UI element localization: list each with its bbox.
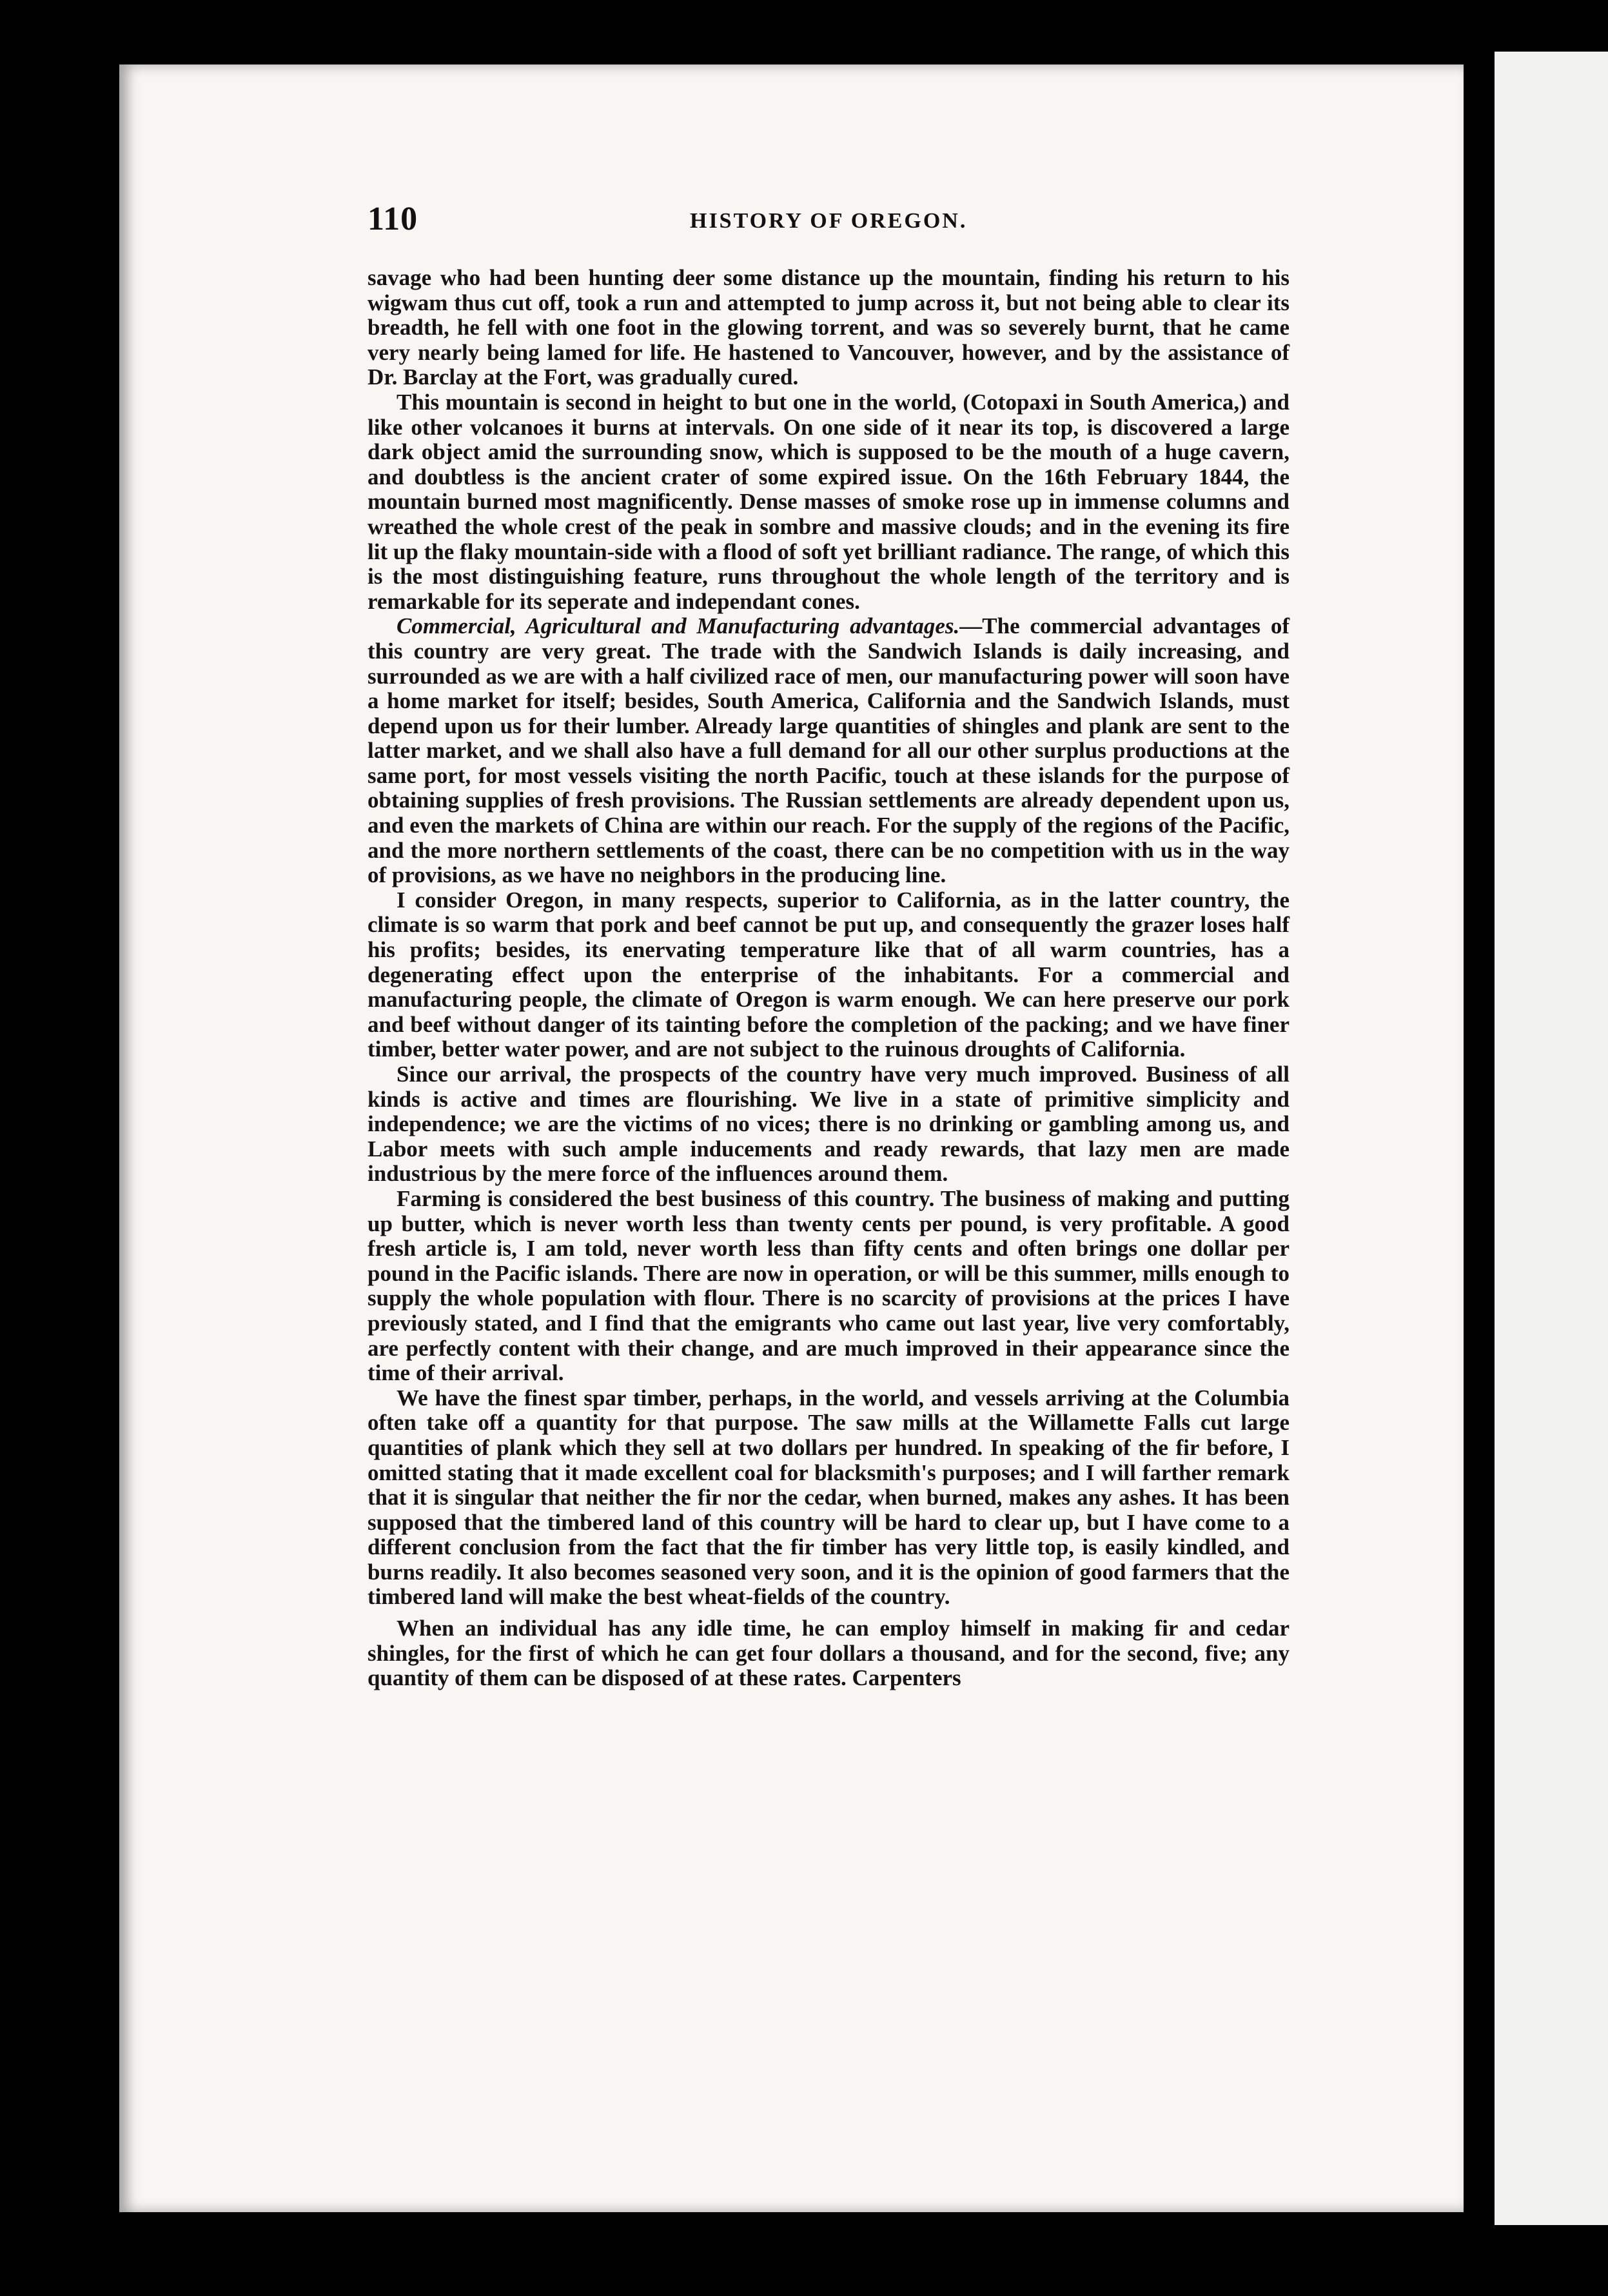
body-text (368, 266, 1289, 1691)
paragraph: I consider Oregon, in many respects, superior to California, as in the latter country, the climate is so warm that pork and beef cannot be put up, and consequently the grazer loses half his profits; besides, its enervating temperature like that of all warm countries, has a degenerating effect upon the enterprise of the inhabitants. For a commercial and manufacturing people, the climate of Oregon is warm enough. We can here preserve our pork and beef without danger of its tainting before the completion of the packing; and we have finer timber, better water power, and are not subject to the ruinous droughts of California. (368, 887, 1289, 1062)
paragraph-text: —The commercial advantages of this country are very great. The trade with the Sandwich Islands is daily increasing, and surrounded as we are with a half civilized race of men, our manufacturing power will soon have a home market for itself; besides, South America, California and the Sandwich Islands, must depend upon us for their lumber. Already large quantities of shingles and plank are sent to the latter market, and we shall also have a full demand for all our other surplus productions at the same port, for most vessels visiting the north Pacific, touch at these islands for the purpose of obtaining supplies of fresh provisions. The Russian settlements are already dependent upon us, and even the markets of China are within our reach. For the supply of the regions of the Pacific, and the more northern settlements of the coast, there can be no competition with us in the way of provisions, as we have no neighbors in the producing line. (368, 613, 1289, 888)
paragraph: Farming is considered the best business of this country. The business of making and putting up butter, which is never worth less than twenty cents per pound, is very profitable. A good fresh article is, I am told, never worth less than fifty cents and often brings one dollar per pound in the Pacific islands. There are now in operation, or will be this summer, mills enough to supply the whole population with flour. There is no scarcity of provisions at the prices I have previously stated, and I find that the emigrants who came out last year, live very comfortably, are perfectly content with their change, and are much improved in their appearance since the time of their arrival. (368, 1185, 1289, 1386)
paragraph: This mountain is second in height to but one in the world, (Cotopaxi in South America,) and like other volcanoes it burns at intervals. On one side of it near its top, is discovered a large dark object amid the surrounding snow, which is supposed to be the mouth of a huge cavern, and doubtless is the ancient crater of some expired issue. On the 16th February 1844, the mountain burned most magnificently. Dense masses of smoke rose up in immense columns and wreathed the whole crest of the peak in sombre and massive clouds; and in the evening its fire lit up the flaky mountain-side with a flood of soft yet brilliant radiance. The range, of which this is the most distinguishing feature, runs throughout the whole length of the territory and is remarkable for its seperate and independant cones. (368, 389, 1289, 614)
page-number: 110 (368, 201, 418, 237)
paragraph (368, 614, 1289, 888)
paragraph: We have the finest spar timber, perhaps, in the world, and vessels arriving at the Columbia often take off a quantity for that purpose. The saw mills at the Willamette Falls cut large quantities of plank which they sell at two dollars per hundred. In speaking of the fir before, I omitted stating that it made excellent coal for blacksmith's purposes; and I will farther remark that it is singular that neither the fir nor the cedar, when burned, makes any ashes. It has been supposed that the timbered land of this country will be hard to clear up, but I have come to a different conclusion from the fact that the fir timber has very little top, is easily kindled, and burns readily. It also becomes seasoned very soon, and it is the opinion of good farmers that the timbered land will make the best wheat-fields of the country. (368, 1385, 1289, 1610)
running-title: HISTORY OF OREGON. (690, 209, 968, 233)
adjacent-page-edge (1495, 52, 1608, 2225)
paragraph: Since our arrival, the prospects of the country have very much improved. Business of all kinds is active and times are flourishing. We live in a state of primitive simplicity and independence; we are the victims of no vices; there is no drinking or gambling among us, and Labor meets with such ample inducements and ready rewards, that lazy men are made industrious by the mere force of the influences around them. (368, 1062, 1289, 1187)
paragraph: savage who had been hunting deer some distance up the mountain, finding his return to his wigwam thus cut off, took a run and attempted to jump across it, but not being able to clear its breadth, he fell with one foot in the glowing torrent, and was so severely burnt, that he came very nearly being lamed for life. He hastened to Vancouver, however, and by the assistance of Dr. Barclay at the Fort, was gradually cured. (368, 265, 1289, 390)
section-heading: Commercial, Agricultural and Manufacturing advantages. (397, 613, 960, 639)
paragraph: When an individual has any idle time, he can employ himself in making fir and cedar shingles, for the first of which he can get four dollars a thousand, and for the second, five; any quantity of them can be disposed of at these rates. Carpenters (368, 1616, 1289, 1691)
